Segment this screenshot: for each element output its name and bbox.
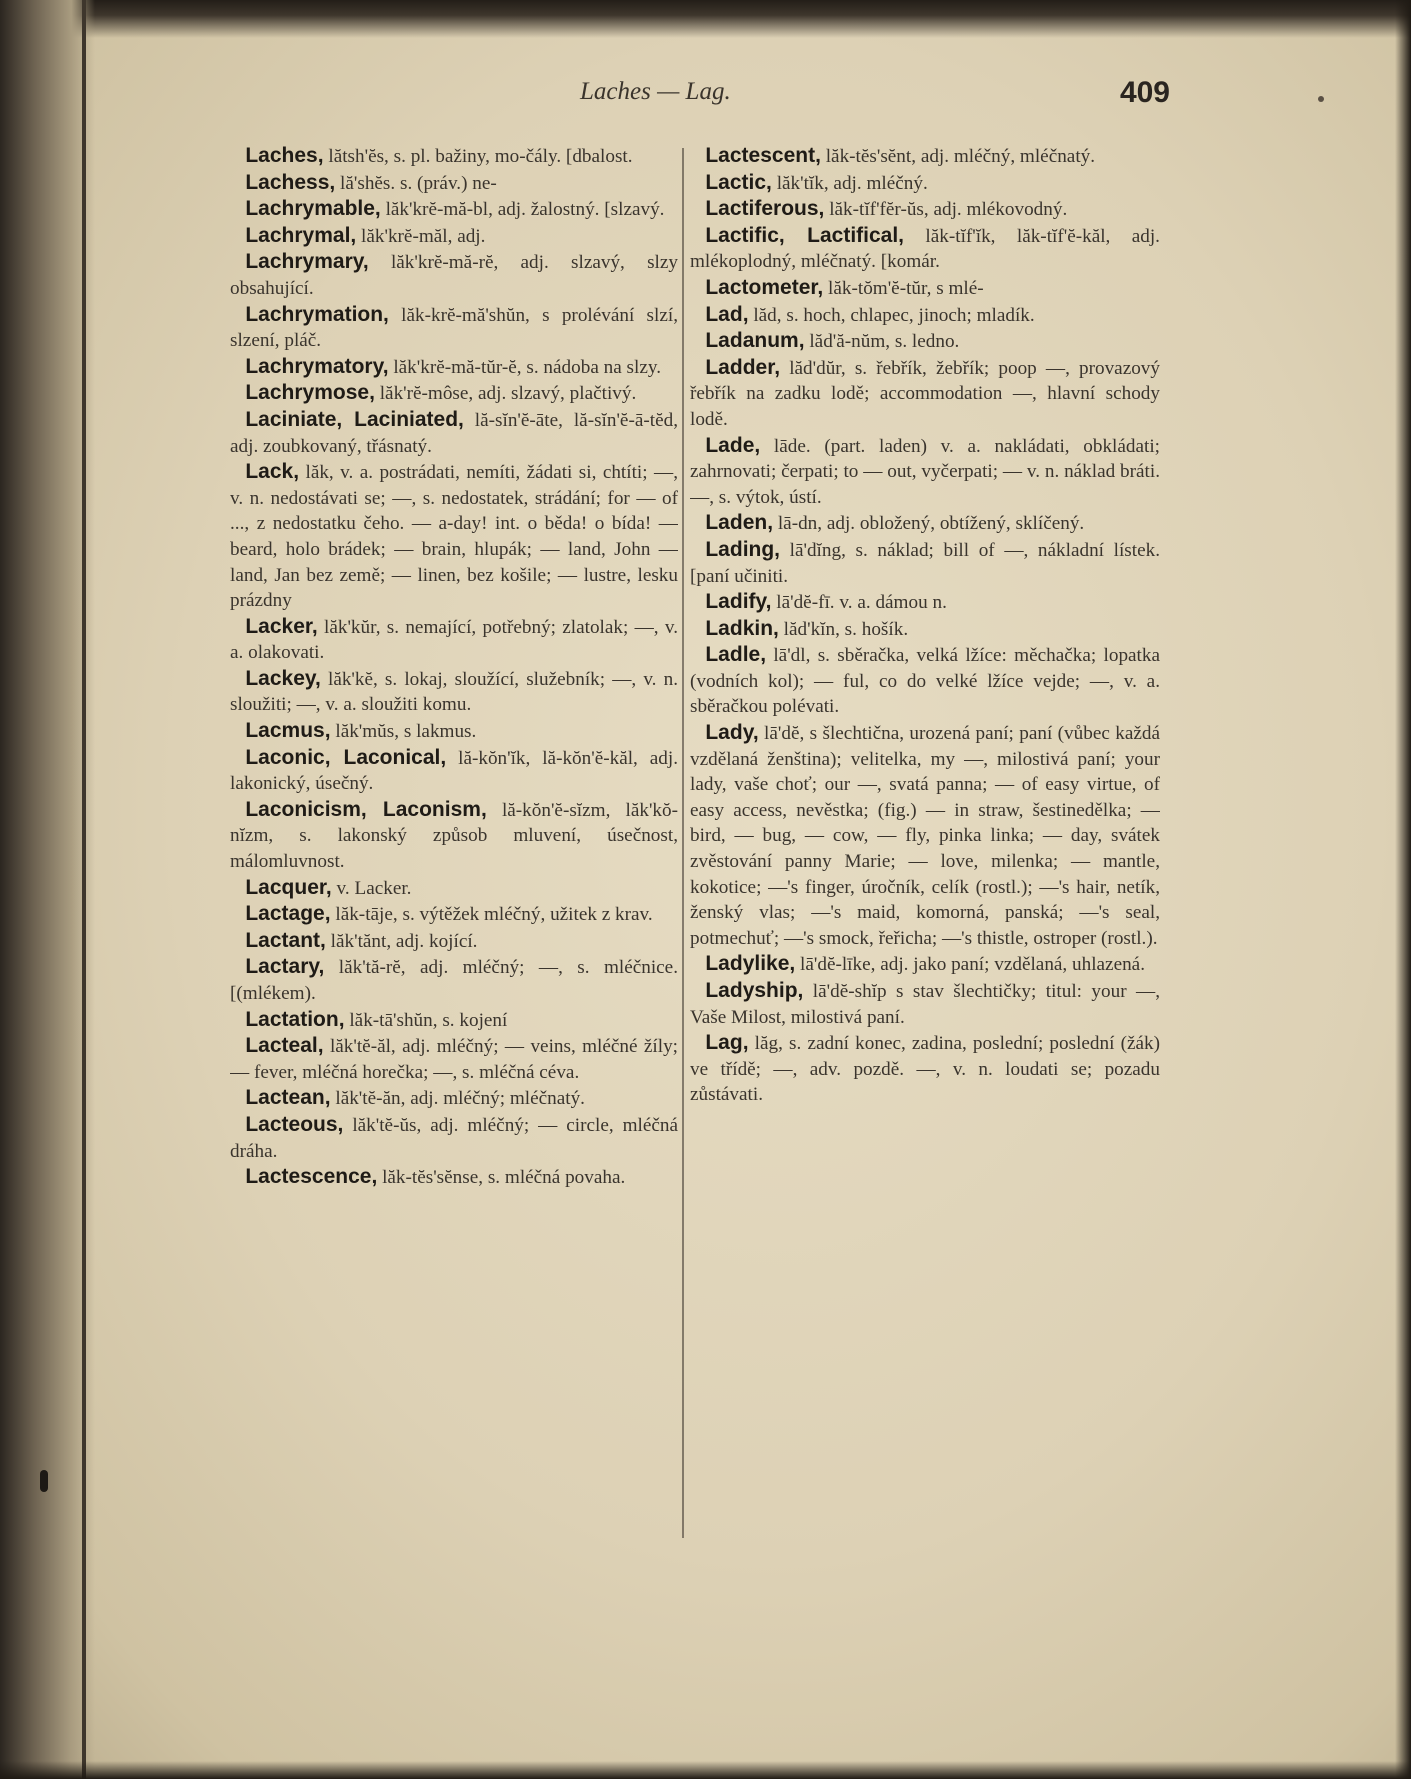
entry-headword: Lade, xyxy=(705,433,761,457)
right-page-edge xyxy=(1395,0,1411,1779)
entry-definition: lăk, v. a. postrádati, nemíti, žádati si, chtíti; —, v. n. nedostávati se; —, s. nedostatek, strádání; for — of ..., z nedostatku čeho. — a-day! int. o běda! o bída! — beard, holo brádek; — brain, hlupák; — land, John — land, Jan bez země; — linen, bez košile; — lustre, lesku prázdny xyxy=(230,462,678,612)
dictionary-entry xyxy=(690,196,1160,223)
entry-headword: Lachess, xyxy=(245,170,336,194)
entry-headword: Lacker, xyxy=(245,614,318,638)
entry-definition: lăk-tĕs'sĕnse, s. mléčná povaha. xyxy=(377,1167,626,1189)
left-column xyxy=(230,143,678,1543)
entry-headword: Lactation, xyxy=(245,1007,345,1031)
entry-definition: v. Lacker. xyxy=(331,877,412,899)
entry-definition: lătsh'ĕs, s. pl. bažiny, mo-čály. [dbalost. xyxy=(323,146,633,167)
entry-headword: Lacteous, xyxy=(245,1112,344,1136)
right-column xyxy=(690,143,1160,1543)
dictionary-entry xyxy=(230,745,678,797)
entry-definition: lā'dĕ-fī. v. a. dámou n. xyxy=(771,592,947,614)
entry-headword: Lady, xyxy=(705,721,759,745)
entry-headword: Lactary, xyxy=(245,955,325,979)
entry-headword: Ladle, xyxy=(705,643,767,667)
entry-headword: Ladify, xyxy=(705,590,772,614)
dictionary-entry xyxy=(230,954,678,1006)
entry-definition: lă-sĭn'ĕ-āte, lă-sĭn'ĕ-ā-tĕd, adj. zoubkovaný, třásnatý. xyxy=(230,409,678,457)
page-header xyxy=(200,78,1170,114)
entry-headword: Lactific, Lactifical, xyxy=(705,223,905,247)
dictionary-entry xyxy=(230,249,678,301)
dictionary-entry xyxy=(690,143,1160,170)
entry-headword: Lactescence, xyxy=(245,1165,378,1189)
entry-headword: Lack, xyxy=(245,460,300,484)
dictionary-entry xyxy=(230,223,678,250)
entry-headword: Ladylike, xyxy=(705,952,796,976)
entry-headword: Lachrymable, xyxy=(245,197,381,221)
entry-definition: lă-kŏn'ĭk, lă-kŏn'ĕ-kăl, adj. lakonický, úsečný. xyxy=(230,747,678,795)
dictionary-entry xyxy=(230,143,678,170)
entry-headword: Laches, xyxy=(245,144,324,167)
entry-headword: Lackey, xyxy=(245,666,321,690)
entry-definition: lăk-tāje, s. výtěžek mléčný, užitek z krav. xyxy=(330,904,653,926)
entry-headword: Lading, xyxy=(705,537,781,561)
dictionary-entry xyxy=(230,797,678,875)
entry-definition: lāde. (part. laden) v. a. nakládati, obkládati; zahrnovati; čerpati; to — out, vyčerpati; — v. n. náklad bráti. —, s. výtok, ústí. xyxy=(690,435,1160,508)
entry-definition: lăk'tĕ-ăl, adj. mléčný; — veins, mléčné žíly; — fever, mléčná horečka; —, s. mléčná céva. xyxy=(230,1036,678,1083)
dictionary-entry xyxy=(230,718,678,745)
dictionary-entry xyxy=(230,928,678,955)
entry-definition: lăd, s. hoch, chlapec, jinoch; mladík. xyxy=(748,304,1035,326)
dictionary-entry xyxy=(690,510,1160,537)
dictionary-entry xyxy=(690,223,1160,275)
dictionary-entry xyxy=(690,275,1160,302)
entry-headword: Lacquer, xyxy=(245,875,332,899)
entry-definition: lā'dĕ-līke, adj. jako paní; vzdělaná, uhlazená. xyxy=(795,954,1145,976)
dictionary-entry xyxy=(690,433,1160,511)
column-divider xyxy=(682,148,684,1538)
dictionary-entry xyxy=(690,302,1160,329)
entry-definition: lā'dĕ, s šlechtična, urozená paní; paní (vůbec každá vzdělaná ženština); velitelka, my —, milostivá paní; your lady, vaše choť; our —, svatá panna; — of easy virtue, of easy access, nevěstka; (fig.) — in straw, šestinedělka; — bird, — bug, — cow, — fly, pinka linka; — day, svátek zvěstování panny Marie; — love, milenka; — mantle, kokotice; —'s finger, úročník, celík (rostl.); —'s hair, netík, ženský vlas; —'s maid, komorná, panská; —'s seal, potmechuť; —'s smock, řeřicha; —'s thistle, ostroper (rostl.). xyxy=(690,723,1160,949)
dictionary-entry xyxy=(230,1112,678,1164)
dictionary-entry xyxy=(690,720,1160,951)
entry-headword: Lachrymal, xyxy=(245,223,357,247)
entry-headword: Ladanum, xyxy=(705,329,805,353)
dictionary-entry xyxy=(230,1085,678,1112)
entry-definition: lăk-krĕ-mă'shŭn, s prolévání slzí, slzení, pláč. xyxy=(230,304,678,352)
entry-definition: lăk-tŏm'ĕ-tŭr, s mlé- xyxy=(823,277,984,299)
dictionary-entry xyxy=(230,196,678,223)
entry-headword: Lactant, xyxy=(245,928,326,952)
entry-definition: lăk'krĕ-mă-rĕ, adj. slzavý, slzy obsahující. xyxy=(230,252,678,299)
entry-definition: lăk-tĭf'ĭk, lăk-tĭf'ĕ-kăl, adj. mlékoplodný, mléčnatý. [komár. xyxy=(690,225,1160,273)
entry-definition: lăk-tā'shŭn, s. kojení xyxy=(344,1009,508,1031)
entry-definition: lā-dn, adj. obložený, obtížený, sklíčený. xyxy=(773,513,1085,535)
entry-definition: lăk'krĕ-măl, adj. xyxy=(356,225,486,247)
entry-headword: Lacmus, xyxy=(245,719,331,743)
entry-definition: lăk'tĕ-ăn, adj. mléčný; mléčnatý. xyxy=(330,1088,585,1110)
dictionary-entry xyxy=(690,951,1160,978)
entry-definition: lăg, s. zadní konec, zadina, poslední; poslední (žák) ve třídě; —, adv. pozdě. —, v. n. loudati se; pozadu zůstávati. xyxy=(690,1033,1160,1106)
entry-definition: lăk'mŭs, s lakmus. xyxy=(330,721,477,743)
dictionary-entry xyxy=(690,1030,1160,1108)
entry-definition: lă'shĕs. s. (práv.) ne- xyxy=(335,172,497,194)
dictionary-entry xyxy=(690,328,1160,355)
page-number: 409 xyxy=(1119,76,1170,109)
dictionary-entry xyxy=(690,589,1160,616)
dictionary-entry xyxy=(230,1164,678,1191)
entry-headword: Laden, xyxy=(705,511,774,535)
dictionary-entry xyxy=(690,616,1160,643)
book-gutter xyxy=(0,0,95,1779)
entry-definition: lăk'tănt, adj. kojící. xyxy=(325,930,478,952)
bottom-shadow xyxy=(0,1761,1411,1779)
entry-definition: lăk'kĕ, s. lokaj, sloužící, služebník; —, v. n. sloužiti; —, v. a. sloužiti komu. xyxy=(230,668,678,716)
dictionary-entry xyxy=(230,875,678,902)
entry-definition: lăk'krĕ-mă-bl, adj. žalostný. [slzavý. xyxy=(380,199,665,221)
dictionary-entry xyxy=(690,355,1160,433)
entry-headword: Lactiferous, xyxy=(705,197,825,221)
entry-definition: lăd'ă-nŭm, s. ledno. xyxy=(804,331,960,353)
entry-definition: lā'dl, s. sběračka, velká lžíce: měchačka; lopatka (vodních kol); — ful, co do velké lžíce vejde; —, v. a. sběračkou polévati. xyxy=(690,645,1160,718)
entry-headword: Lactean, xyxy=(245,1086,331,1110)
entry-definition: lăk'krĕ-mă-tŭr-ĕ, s. nádoba na slzy. xyxy=(388,356,662,378)
running-head: Laches — Lag. xyxy=(580,78,731,105)
entry-headword: Lachrymatory, xyxy=(245,354,389,378)
entry-headword: Laconicism, Laconism, xyxy=(245,797,487,821)
entry-headword: Lad, xyxy=(705,302,749,326)
gutter-edge xyxy=(82,0,86,1779)
dictionary-entry xyxy=(230,407,678,459)
entry-headword: Ladkin, xyxy=(705,616,779,640)
entry-definition: lăk'tĭk, adj. mléčný. xyxy=(771,172,928,194)
dictionary-entry xyxy=(230,380,678,407)
entry-definition: lă-kŏn'ĕ-sĭzm, lăk'kŏ-nĭzm, s. lakonský způsob mluvení, úsečnost, málomluvnost. xyxy=(230,799,678,873)
entry-definition: lăd'dŭr, s. řebřík, žebřík; poop —, provazový řebřík na zadku lodě; accommodation —, hlavní schody lodě. xyxy=(690,357,1160,430)
ink-mark xyxy=(40,1470,48,1492)
entry-definition: lăk'rĕ-môse, adj. slzavý, plačtivý. xyxy=(374,383,637,405)
entry-headword: Lactage, xyxy=(245,902,331,926)
entry-headword: Lactometer, xyxy=(705,275,824,299)
entry-headword: Lachrymose, xyxy=(245,381,375,405)
entry-definition: lăk'tĕ-ŭs, adj. mléčný; — circle, mléčná dráha. xyxy=(230,1114,678,1162)
ink-speck xyxy=(1318,96,1324,102)
entry-headword: Lag, xyxy=(705,1031,749,1055)
entry-headword: Lactic, xyxy=(705,170,772,194)
entry-headword: Laconic, Laconical, xyxy=(245,745,447,769)
dictionary-entry xyxy=(230,354,678,381)
dictionary-entry xyxy=(230,170,678,197)
entry-definition: lăk'kŭr, s. nemající, potřebný; zlatolak; —, v. a. olakovati. xyxy=(230,616,678,664)
entry-headword: Lachrymary, xyxy=(245,250,369,274)
entry-headword: Lacteal, xyxy=(245,1034,324,1058)
entry-headword: Ladyship, xyxy=(705,979,804,1002)
dictionary-entry xyxy=(690,537,1160,589)
dictionary-entry xyxy=(230,901,678,928)
top-shadow xyxy=(0,0,1411,38)
entry-headword: Laciniate, Laciniated, xyxy=(245,407,464,431)
dictionary-entry xyxy=(230,614,678,666)
dictionary-entry xyxy=(690,170,1160,197)
entry-headword: Lactescent, xyxy=(705,144,821,167)
dictionary-entry xyxy=(230,666,678,718)
entry-definition: lā'dĭng, s. náklad; bill of —, nákladní lístek. [paní učiniti. xyxy=(690,539,1160,587)
dictionary-entry xyxy=(690,642,1160,720)
dictionary-entry xyxy=(230,1007,678,1034)
dictionary-entry xyxy=(690,978,1160,1030)
entry-headword: Ladder, xyxy=(705,355,781,379)
dictionary-entry xyxy=(230,302,678,354)
entry-headword: Lachrymation, xyxy=(245,302,389,326)
dictionary-entry xyxy=(230,459,678,614)
entry-definition: lăk-tĕs'sĕnt, adj. mléčný, mléčnatý. xyxy=(820,146,1096,167)
dictionary-entry xyxy=(230,1033,678,1085)
entry-definition: lā'dĕ-shĭp s stav šlechtičky; titul: your —, Vaše Milost, milostivá paní. xyxy=(690,981,1160,1028)
entry-definition: lăk-tĭf'fĕr-ŭs, adj. mlékovodný. xyxy=(824,199,1068,221)
entry-definition: lăk'tă-rĕ, adj. mléčný; —, s. mléčnice. [(mlékem). xyxy=(230,957,678,1004)
entry-definition: lăd'kĭn, s. hošík. xyxy=(778,618,909,640)
